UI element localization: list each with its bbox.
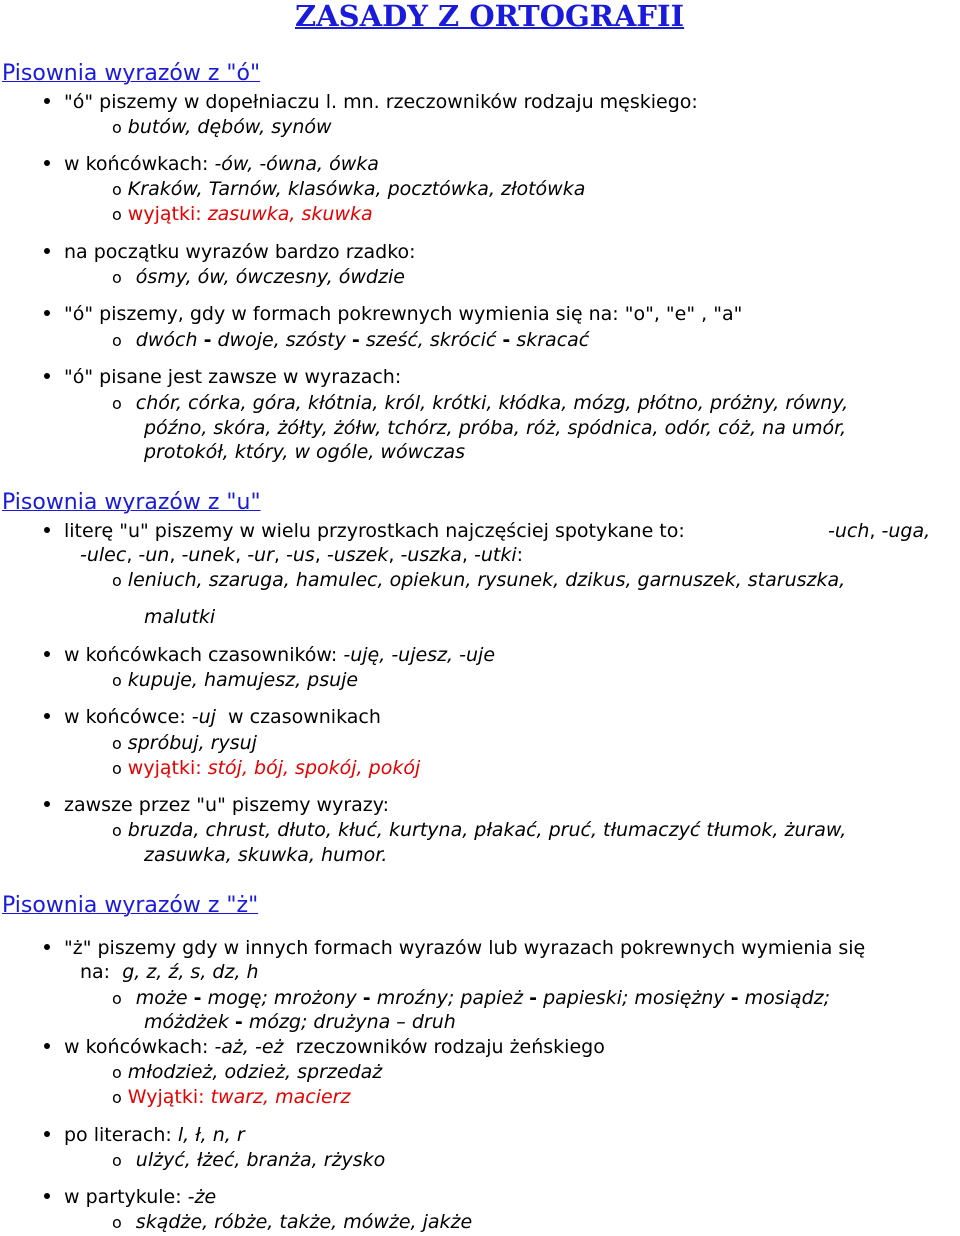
list-item — [44, 368, 401, 387]
sub-bullet-icon: o — [112, 1213, 122, 1232]
list-item — [112, 1213, 472, 1232]
suffix-text: -uch, -uga, — [828, 520, 931, 542]
sub-bullet-icon: o — [112, 331, 122, 350]
bullet-icon — [44, 651, 50, 657]
list-item — [112, 571, 845, 590]
list-item — [112, 1063, 382, 1082]
list-item — [44, 1126, 245, 1145]
bullet-icon — [44, 248, 50, 254]
bullet-icon — [44, 527, 50, 533]
rule-text: "ż" piszemy gdy w innych formach wyrazów lub wyrazach pokrewnych wymienia się — [64, 937, 866, 959]
rule-text: w końcówkach czasowników: — [64, 644, 338, 666]
bullet-icon — [44, 713, 50, 719]
rule-text: zawsze przez "u" piszemy wyrazy: — [64, 794, 390, 816]
list-item — [44, 522, 685, 541]
list-item — [44, 646, 495, 665]
list-item — [44, 796, 389, 815]
dash: - — [529, 987, 538, 1009]
sub-bullet-icon: o — [112, 394, 122, 413]
exception-label: Wyjątki: — [127, 1086, 205, 1108]
dash: - — [730, 987, 739, 1009]
exception-label: wyjątki: — [127, 203, 202, 225]
rule-text: "ó" pisane jest zawsze w wyrazach: — [64, 366, 402, 388]
example-text: móżdżek — [144, 1011, 229, 1033]
sub-bullet-icon: o — [112, 118, 122, 137]
list-item — [112, 759, 420, 778]
sub-bullet-icon: o — [112, 1088, 122, 1107]
example-text: protokół, który, w ogóle, wówczas — [144, 441, 466, 463]
dash: - — [362, 987, 371, 1009]
dash: - — [193, 987, 202, 1009]
example-text: mroźny; papież — [376, 987, 524, 1009]
suffix-text: -uję, -ujesz, -uje — [343, 644, 496, 666]
sub-bullet-icon: o — [112, 571, 122, 590]
list-item — [112, 331, 589, 350]
list-item — [112, 821, 846, 840]
example-text: butów, dębów, synów — [127, 116, 332, 138]
example-text: ulżyć, łżeć, branża, rżysko — [135, 1149, 386, 1171]
list-item — [112, 671, 358, 690]
list-item — [44, 1188, 216, 1207]
rule-text: w końcówkach: — [64, 1036, 209, 1058]
page-title: ZASADY Z ORTOGRAFII — [295, 0, 685, 33]
list-item — [44, 939, 865, 958]
example-text: zasuwka, skuwka, humor. — [144, 844, 388, 866]
example-text: może — [135, 987, 188, 1009]
rule-text: "ó" piszemy, gdy w formach pokrewnych wymienia się na: "o", "e" , "a" — [64, 303, 743, 325]
bullet-icon — [44, 944, 50, 950]
example-text: młodzież, odzież, sprzedaż — [127, 1061, 383, 1083]
list-item — [112, 180, 585, 199]
bullet-icon — [44, 1193, 50, 1199]
list-item — [144, 1013, 456, 1032]
example-text: Kraków, Tarnów, klasówka, pocztówka, złotówka — [127, 178, 586, 200]
bullet-icon — [44, 1043, 50, 1049]
example-text: późno, skóra, żółty, żółw, tchórz, próba, róż, spódnica, odór, cóż, na umór, — [144, 417, 847, 439]
suffix-text: g, z, ź, s, dz, h — [122, 961, 259, 983]
sub-bullet-icon: o — [112, 671, 122, 690]
rule-text: na początku wyrazów bardzo rzadko: — [64, 241, 416, 263]
list-item — [112, 989, 830, 1008]
dash: - — [234, 1011, 243, 1033]
exception-text: zasuwka, skuwka — [207, 203, 373, 225]
section-heading-u: Pisownia wyrazów z "u" — [2, 490, 261, 515]
rule-text: literę "u" piszemy w wielu przyrostkach najczęściej spotykane to: — [64, 520, 685, 542]
example-text: leniuch, szaruga, hamulec, opiekun, rysunek, dzikus, garnuszek, staruszka, — [127, 569, 846, 591]
example-text: spróbuj, rysuj — [127, 732, 257, 754]
rule-text: w końcówkach: — [64, 153, 209, 175]
bullet-icon — [44, 373, 50, 379]
sub-bullet-icon: o — [112, 180, 122, 199]
sub-bullet-icon: o — [112, 734, 122, 753]
list-item — [112, 205, 373, 224]
example-text: dwoje, szósty — [217, 329, 346, 351]
bullet-icon — [44, 310, 50, 316]
list-item — [112, 1088, 350, 1107]
example-text: mogę; mrożony — [207, 987, 357, 1009]
suffix-text: l, ł, n, r — [177, 1124, 245, 1146]
example-text: papieski; mosiężny — [543, 987, 725, 1009]
sub-bullet-icon: o — [112, 759, 122, 778]
example-text: bruzda, chrust, dłuto, kłuć, kurtyna, płakać, pruć, tłumaczyć tłumok, żuraw, — [127, 819, 847, 841]
example-text: sześć, skrócić — [365, 329, 497, 351]
example-text: skracać — [516, 329, 590, 351]
rule-text: w partykule: — [64, 1186, 182, 1208]
exception-text: twarz, macierz — [210, 1086, 351, 1108]
list-item — [44, 1038, 605, 1057]
list-item — [44, 93, 698, 112]
suffix-text: -aż, -eż — [214, 1036, 284, 1058]
sub-bullet-icon: o — [112, 989, 122, 1008]
list-item — [112, 1151, 385, 1170]
dash: - — [351, 329, 360, 351]
example-text: kupuje, hamujesz, psuje — [127, 669, 359, 691]
list-item — [80, 963, 259, 982]
rule-text: na: — [80, 961, 111, 983]
bullet-icon — [44, 98, 50, 104]
rule-text: "ó" piszemy w dopełniaczu l. mn. rzeczowników rodzaju męskiego: — [64, 91, 698, 113]
suffix-text: -że — [187, 1186, 217, 1208]
dash: - — [203, 329, 212, 351]
example-text: mózg; drużyna – druh — [248, 1011, 456, 1033]
example-text: malutki — [144, 606, 216, 628]
bullet-icon — [44, 801, 50, 807]
list-item — [44, 243, 416, 262]
list-item — [112, 268, 405, 287]
section-heading-o: Pisownia wyrazów z "ó" — [2, 61, 261, 86]
bullet-icon — [44, 160, 50, 166]
dash: - — [502, 329, 511, 351]
sub-bullet-icon: o — [112, 1151, 122, 1170]
list-item — [44, 155, 379, 174]
list-item — [112, 394, 848, 413]
exception-label: wyjątki: — [127, 757, 202, 779]
example-text: ósmy, ów, ówczesny, ówdzie — [135, 266, 405, 288]
rule-text: po literach: — [64, 1124, 172, 1146]
suffix-text: -ów, -ówna, ówka — [214, 153, 379, 175]
list-item — [112, 118, 332, 137]
section-heading-z: Pisownia wyrazów z "ż" — [2, 893, 259, 918]
rule-text: w czasownikach — [228, 706, 381, 728]
example-text: dwóch — [135, 329, 198, 351]
sub-bullet-icon: o — [112, 821, 122, 840]
example-text: mosiądz; — [744, 987, 831, 1009]
sub-bullet-icon: o — [112, 1063, 122, 1082]
rule-text: w końcówce: — [64, 706, 186, 728]
rule-text: rzeczowników rodzaju żeńskiego — [295, 1036, 605, 1058]
exception-text: stój, bój, spokój, pokój — [207, 757, 421, 779]
list-item — [44, 305, 742, 324]
list-item — [44, 708, 381, 727]
example-text: chór, córka, góra, kłótnia, król, krótki, kłódka, mózg, płótno, próżny, równy, — [135, 392, 849, 414]
bullet-icon — [44, 1131, 50, 1137]
suffix-text: -ulec, -un, -unek, -ur, -us, -uszek, -uszka, -utki: — [80, 544, 524, 566]
example-text: skądże, róbże, także, mówże, jakże — [135, 1211, 473, 1233]
sub-bullet-icon: o — [112, 268, 122, 287]
sub-bullet-icon: o — [112, 205, 122, 224]
list-item — [112, 734, 257, 753]
suffix-text: -uj — [191, 706, 216, 728]
